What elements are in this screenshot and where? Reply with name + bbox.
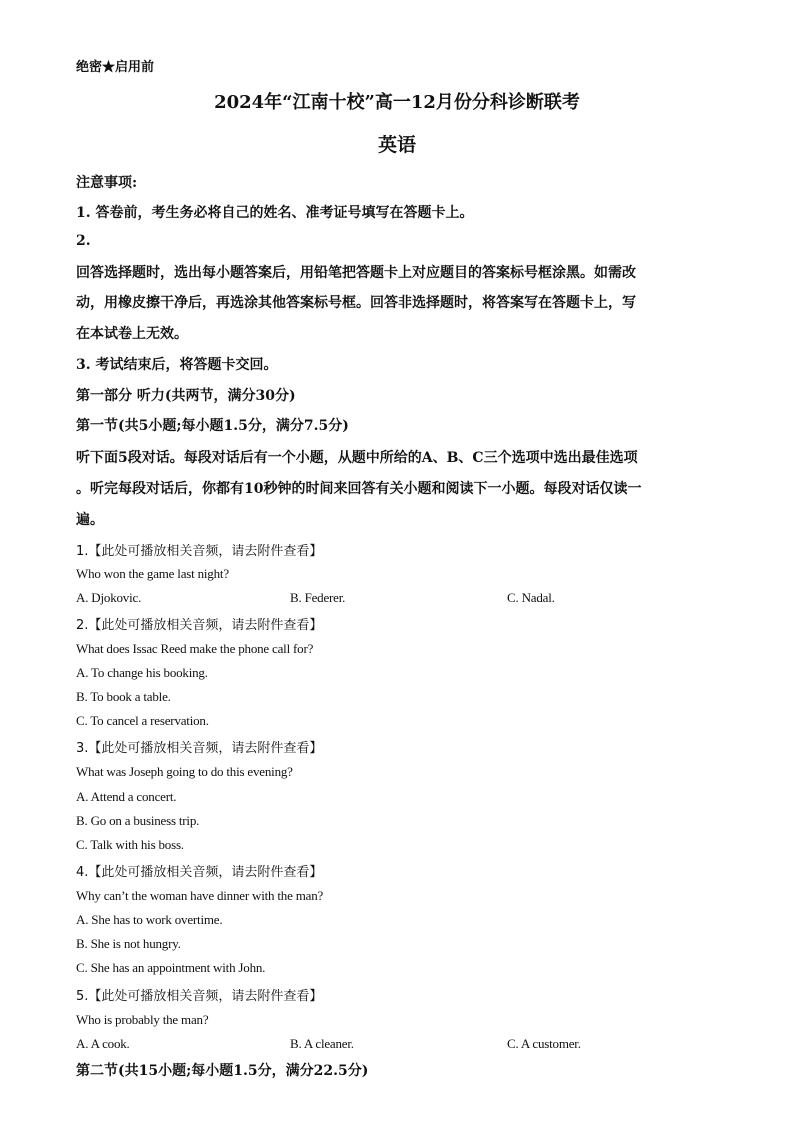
question-4-text: Why can’t the woman have dinner with the man? [76,888,324,903]
question-1-text: Who won the game last night? [76,566,229,581]
question-3-text: What was Joseph going to do this evening? [76,764,293,779]
exam-title: 2024年“江南十校”高一12月份分科诊断联考 [214,92,580,113]
question-2-audio[interactable]: 2.【此处可播放相关音频，请去附件查看】 [76,618,323,633]
note-item-2-line-2: 动，用橡皮擦干净后，再选涂其他答案标号框。回答非选择题时，将答案写在答题卡上，写 [76,295,636,311]
question-5-option-c[interactable]: C. A customer. [507,1036,581,1051]
confidential-label: 绝密★启用前 [76,60,155,75]
note-item-2-line-3: 在本试卷上无效。 [76,326,188,342]
note-item-1: 1. 答卷前，考生务必将自己的姓名、准考证号填写在答题卡上。 [76,205,474,221]
part-1-heading: 第一部分 听力(共两节，满分30分) [76,388,296,404]
question-3-option-a[interactable]: A. Attend a concert. [76,789,177,804]
note-item-2-number: 2. [76,233,91,249]
question-5-option-a[interactable]: A. A cook. [76,1036,130,1051]
question-2-option-a[interactable]: A. To change his booking. [76,665,208,680]
note-item-2-line-1: 回答选择题时，选出每小题答案后，用铅笔把答题卡上对应题目的答案标号框涂黑。如需改 [76,265,636,281]
section-1-heading: 第一节(共5小题;每小题1.5分，满分7.5分) [76,418,349,434]
question-3-option-b[interactable]: B. Go on a business trip. [76,813,200,828]
instructions-line-1: 听下面5段对话。每段对话后有一个小题，从题中所给的A、B、C三个选项中选出最佳选项 [76,450,638,466]
question-3-audio[interactable]: 3.【此处可播放相关音频，请去附件查看】 [76,741,323,756]
question-1-option-b[interactable]: B. Federer. [290,590,346,605]
notes-heading: 注意事项: [76,175,138,191]
question-3-option-c[interactable]: C. Talk with his boss. [76,837,184,852]
question-5-text: Who is probably the man? [76,1012,209,1027]
question-2-text: What does Issac Reed make the phone call for? [76,641,314,656]
question-5-option-b[interactable]: B. A cleaner. [290,1036,354,1051]
question-4-option-c[interactable]: C. She has an appointment with John. [76,960,266,975]
question-4-option-b[interactable]: B. She is not hungry. [76,936,181,951]
question-2-option-c[interactable]: C. To cancel a reservation. [76,713,209,728]
question-1-audio[interactable]: 1.【此处可播放相关音频，请去附件查看】 [76,544,323,559]
question-1-option-c[interactable]: C. Nadal. [507,590,555,605]
subject-title: 英语 [377,134,416,156]
question-1-option-a[interactable]: A. Djokovic. [76,590,142,605]
question-5-audio[interactable]: 5.【此处可播放相关音频，请去附件查看】 [76,989,323,1004]
instructions-line-3: 遍。 [76,512,104,528]
note-item-3: 3. 考试结束后，将答题卡交回。 [76,357,278,373]
question-2-option-b[interactable]: B. To book a table. [76,689,171,704]
question-4-audio[interactable]: 4.【此处可播放相关音频，请去附件查看】 [76,865,323,880]
instructions-line-2: 。听完每段对话后，你都有10秒钟的时间来回答有关小题和阅读下一小题。每段对话仅读一 [76,481,642,497]
section-2-heading: 第二节(共15小题;每小题1.5分，满分22.5分) [76,1063,369,1079]
question-4-option-a[interactable]: A. She has to work overtime. [76,912,223,927]
